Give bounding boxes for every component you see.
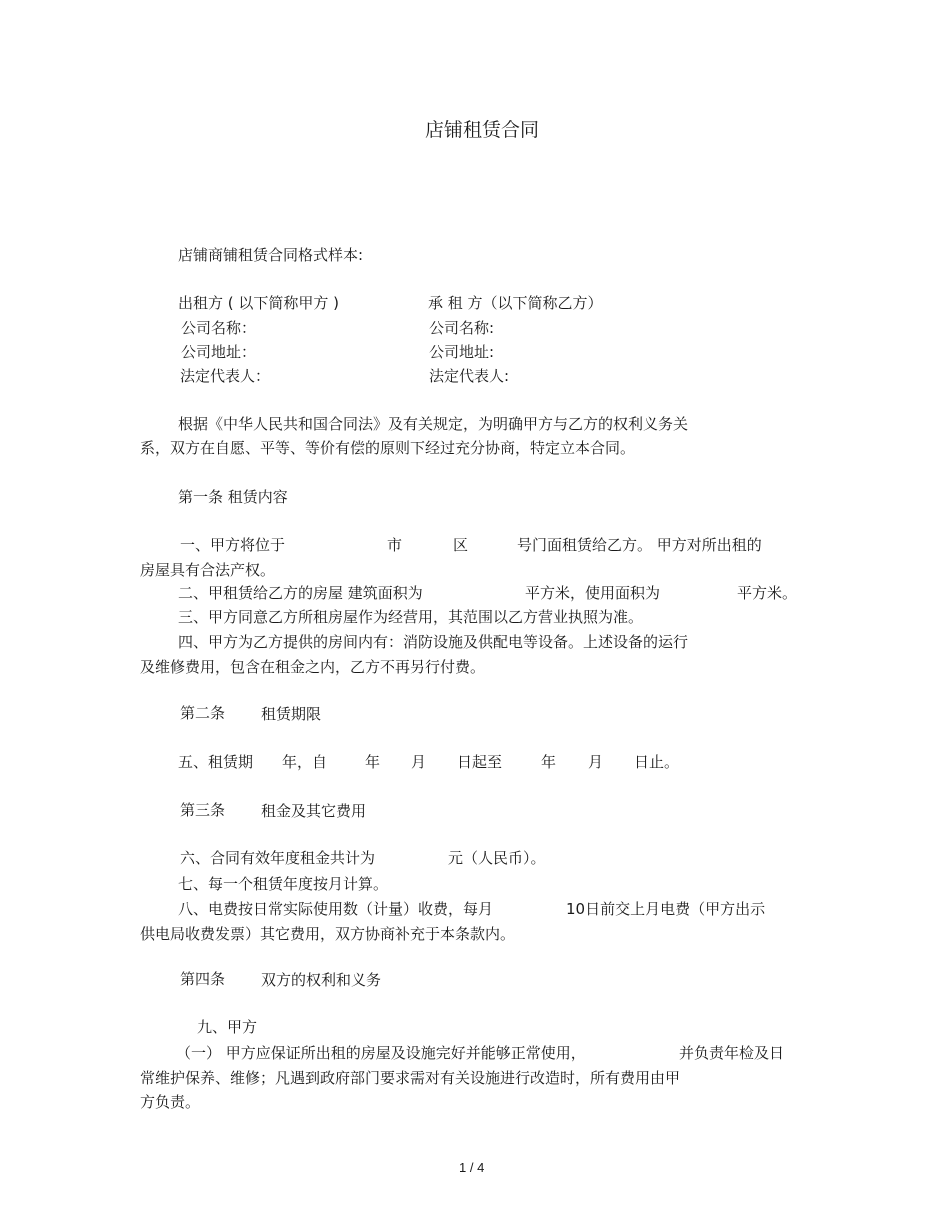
- item-2-part-b: 平方米，使用面积为: [525, 584, 661, 602]
- lessee-heading: 承 租 方（以下简称乙方）: [428, 294, 603, 312]
- item-6-part-b: 元（人民币）。: [448, 849, 546, 867]
- lessee-company-name: 公司名称:: [429, 319, 495, 337]
- item-5-part-2: 年，自: [282, 753, 328, 771]
- article-3-heading: 第三条: [180, 801, 226, 819]
- item-8-line-2: 供电局收费发票）其它费用，双方协商补充于本条款内。: [140, 925, 516, 943]
- item-8-part-a: 八、电费按日常实际使用数（计量）收费，每月: [178, 900, 494, 918]
- item-5-part-5: 日起至: [457, 753, 503, 771]
- article-4-title: 双方的权利和义务: [261, 971, 382, 989]
- article-3-title: 租金及其它费用: [261, 802, 367, 820]
- item-6-part-a: 六、合同有效年度租金共计为: [180, 849, 376, 867]
- item-1-part-d: 号门面租赁给乙方。 甲方对所出租的: [517, 536, 762, 554]
- item-1-part-a: 一、甲方将位于: [180, 536, 286, 554]
- document-title: 店铺租赁合同: [425, 119, 540, 141]
- page-number: 1 / 4: [459, 1160, 485, 1175]
- item-2-part-c: 平方米。: [737, 584, 798, 602]
- item-1-part-c: 区: [453, 536, 469, 554]
- lessor-company-name: 公司名称：: [181, 319, 257, 337]
- article-4-heading: 第四条: [180, 970, 226, 988]
- item-5-part-7: 月: [588, 753, 604, 771]
- item-1-part-b: 市: [387, 536, 403, 554]
- clause-1-line-3: 方负责。: [140, 1093, 201, 1111]
- preamble-line-2: 系，双方在自愿、平等、等价有偿的原则下经过充分协商，特定立本合同。: [140, 439, 636, 457]
- lessor-heading: 出租方 ( 以下简称甲方 ): [178, 294, 340, 312]
- item-9: 九、甲方: [197, 1018, 258, 1036]
- preamble-line-1: 根据《中华人民共和国合同法》及有关规定，为明确甲方与乙方的权利义务关: [178, 415, 689, 433]
- clause-1-part-a: （一） 甲方应保证所出租的房屋及设施完好并能够正常使用，: [176, 1044, 586, 1062]
- item-5-part-1: 五、租赁期: [178, 753, 254, 771]
- item-4-line-2: 及维修费用，包含在租金之内，乙方不再另行付费。: [140, 658, 486, 676]
- article-2-heading: 第二条: [180, 704, 226, 722]
- clause-1-line-2: 常维护保养、维修；凡遇到政府部门要求需对有关设施进行改造时，所有费用由甲: [140, 1069, 681, 1087]
- intro-text: 店铺商铺租赁合同格式样本:: [178, 246, 364, 264]
- clause-1-part-b: 并负责年检及日: [679, 1044, 785, 1062]
- item-5-part-3: 年: [365, 753, 381, 771]
- item-8-part-b: 10日前交上月电费（甲方出示: [566, 900, 766, 918]
- item-3: 三、甲方同意乙方所租房屋作为经营用，其范围以乙方营业执照为准。: [178, 608, 644, 626]
- article-1-heading: 第一条 租赁内容: [178, 488, 288, 506]
- item-4-line-1: 四、甲方为乙方提供的房间内有：消防设施及供配电等设备。上述设备的运行: [178, 633, 689, 651]
- item-5-part-4: 月: [411, 753, 427, 771]
- item-5-part-6: 年: [541, 753, 557, 771]
- article-2-title: 租赁期限: [261, 705, 322, 723]
- lessor-company-address: 公司地址：: [181, 343, 257, 361]
- item-7: 七、每一个租赁年度按月计算。: [178, 875, 389, 893]
- lessee-company-address: 公司地址:: [429, 343, 495, 361]
- lessor-legal-representative: 法定代表人：: [180, 367, 271, 385]
- item-1-continuation: 房屋具有合法产权。: [140, 561, 276, 579]
- item-2-part-a: 二、甲租赁给乙方的房屋 建筑面积为: [178, 584, 423, 602]
- item-5-part-8: 日止。: [634, 753, 680, 771]
- lessee-legal-representative: 法定代表人:: [429, 367, 510, 385]
